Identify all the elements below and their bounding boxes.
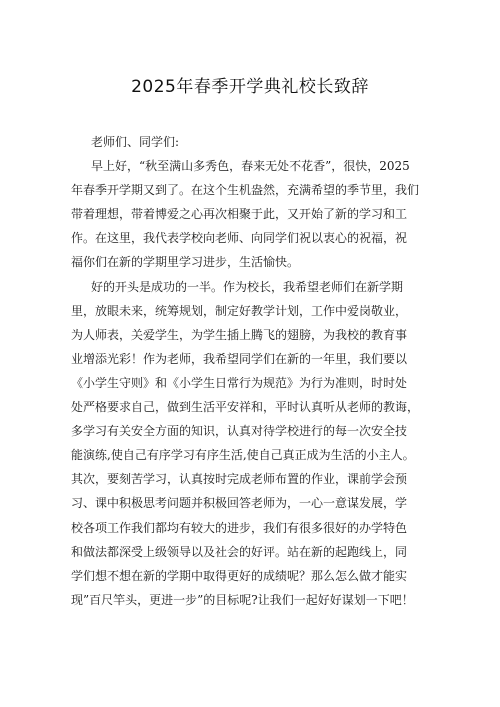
text-line: 福你们在新的学期里学习进步，生活愉快。 — [71, 255, 300, 270]
text-line: 处严格要求自己，做到生活平安祥和，平时认真听从老师的教诲， — [71, 400, 420, 415]
text-line: 校各项工作我们都均有较大的进步，我们有很多很好的办学特色 — [71, 520, 408, 535]
text-line: 里，放眼未来，统筹规划，制定好教学计划，工作中爱岗敬业， — [71, 303, 408, 318]
text-line: 带着理想，带着博爱之心再次相聚于此，又开始了新的学习和工 — [71, 207, 408, 222]
text-line: 早上好，“秋至满山多秀色，春来无处不花香”，很快，2025 — [91, 159, 410, 174]
text-line: 作。在这里，我代表学校向老师、向同学们祝以衷心的祝福，祝 — [71, 231, 408, 246]
text-line: 学们想不想在新的学期中取得更好的成绩呢？那么怎么做才能实 — [71, 568, 408, 583]
text-line: 《小学生守则》和《小学生日常行为规范》为行为准则，时时处 — [71, 375, 408, 390]
text-line: 习、课中积极思考问题并积极回答老师为，一心一意谋发展，学 — [71, 496, 408, 511]
text-line: 业增添光彩！作为老师，我希望同学们在新的一年里，我们要以 — [71, 351, 408, 366]
text-line: 年春季开学期又到了。在这个生机盎然，充满希望的季节里，我们 — [71, 183, 420, 198]
text-line: 现”百尺竿头，更进一步”的目标呢?让我们一起好好谋划一下吧！ — [71, 592, 414, 607]
text-line: 为人师表，关爱学生，为学生插上腾飞的翅膀，为我校的教育事 — [71, 327, 408, 342]
text-line: 其次，要刻苦学习，认真按时完成老师布置的作业，课前学会预 — [71, 472, 408, 487]
text-line: 好的开头是成功的一半。作为校长，我希望老师们在新学期 — [91, 279, 404, 294]
document-title: 2025年春季开学典礼校长致辞 — [131, 77, 369, 97]
text-line: 能演练,使自己有序学习有序生活,使自己真正成为生活的小主人。 — [71, 448, 415, 463]
document-body — [71, 130, 443, 612]
text-line: 老师们、同学们: — [91, 135, 180, 149]
text-line: 多学习有关安全方面的知识，认真对待学校进行的每一次安全技 — [71, 424, 408, 439]
text-line: 和做法都深受上级领导以及社会的好评。站在新的起跑线上，同 — [71, 544, 408, 559]
